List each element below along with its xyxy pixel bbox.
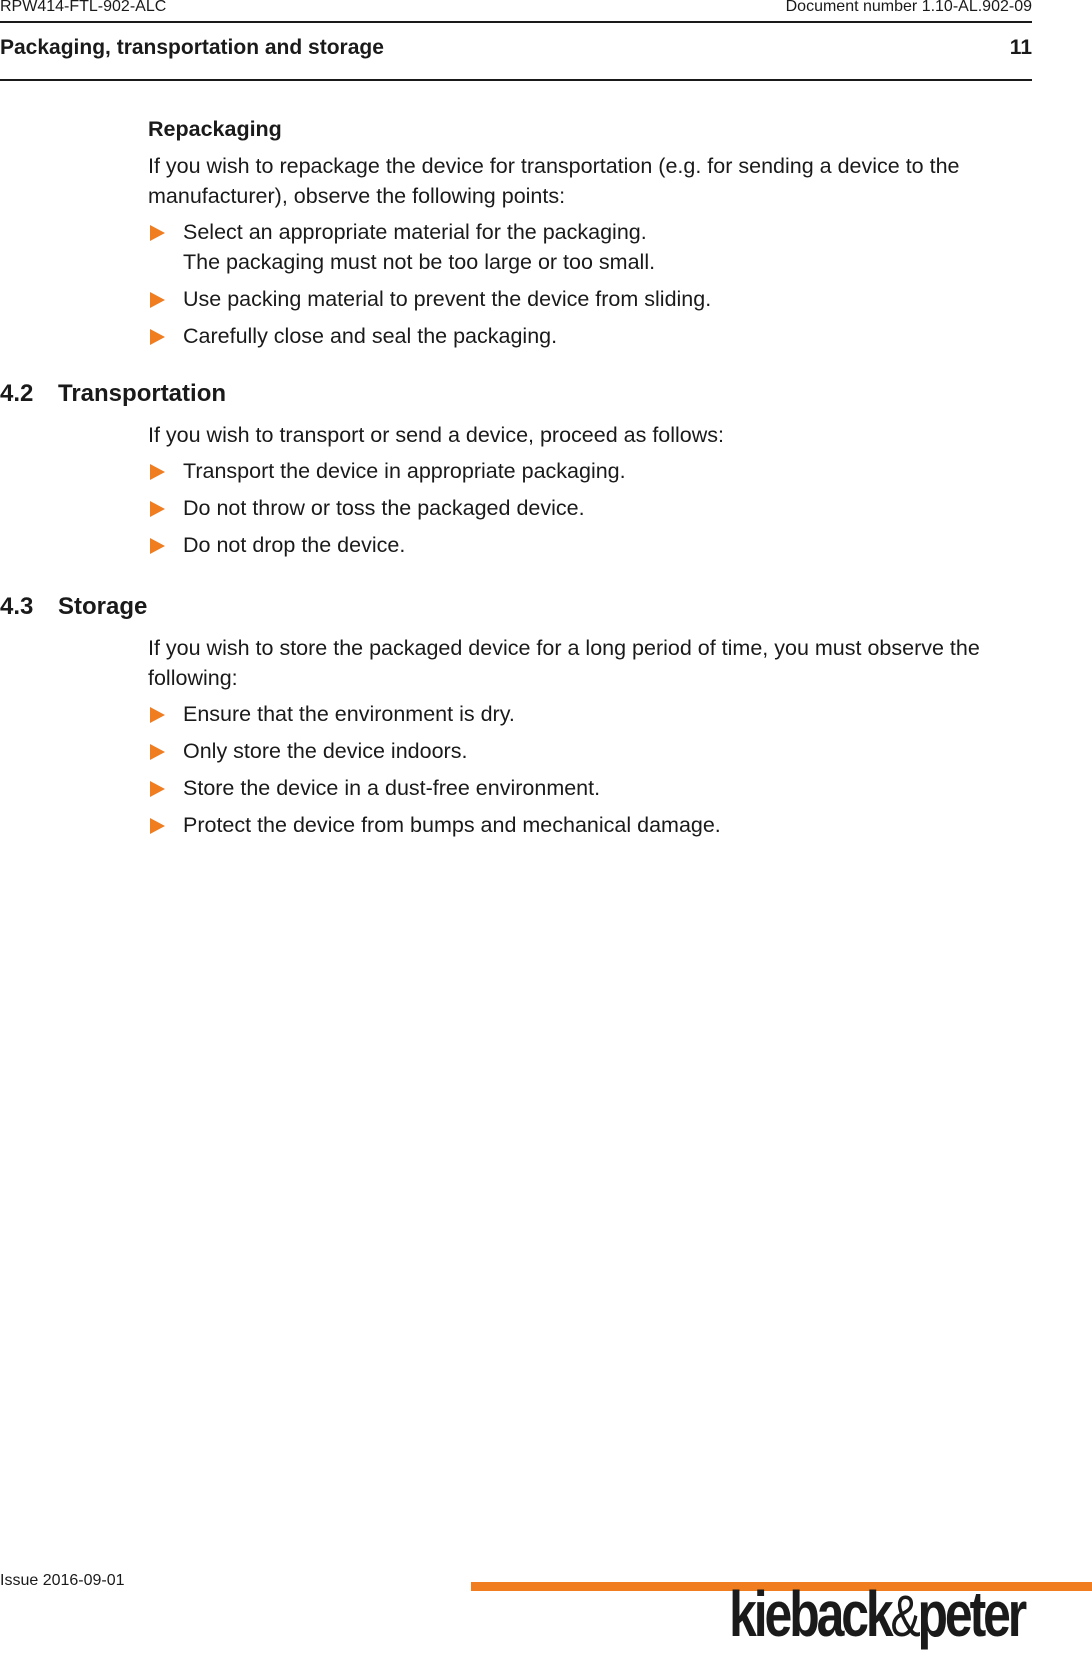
document-number: Document number 1.10-AL.902-09 <box>785 0 1032 15</box>
chapter-header <box>0 36 1032 60</box>
bullet-arrow-icon <box>150 464 165 480</box>
bullet-arrow-icon <box>150 225 165 241</box>
list-item-text: Only store the device indoors. <box>183 739 468 763</box>
list-item <box>148 284 1028 314</box>
page-number: 11 <box>1009 36 1032 59</box>
list-item <box>148 773 1028 803</box>
bullet-arrow-icon <box>150 707 165 723</box>
bullet-arrow-icon <box>150 329 165 345</box>
repackaging-heading: Repackaging <box>148 117 282 141</box>
list-item-text: Store the device in a dust-free environment. <box>183 776 601 800</box>
transportation-intro: If you wish to transport or send a device, proceed as follows: <box>148 423 725 447</box>
list-item <box>148 321 1028 351</box>
list-item-text: Select an appropriate material for the packaging. <box>183 220 647 244</box>
section-title: Transportation <box>58 380 227 407</box>
repackaging-intro: If you wish to repackage the device for transportation (e.g. for sending a device to the manufacturer), observe the following points: <box>148 154 960 208</box>
list-item-text: Ensure that the environment is dry. <box>183 702 515 726</box>
section-heading-transportation <box>0 380 226 408</box>
storage-list <box>148 699 1028 840</box>
transportation-section <box>148 420 1028 567</box>
list-item-text: Use packing material to prevent the device from sliding. <box>183 287 712 311</box>
list-item <box>148 810 1028 840</box>
logo-text-left: kieback <box>729 1578 891 1650</box>
issue-date: Issue 2016-09-01 <box>0 1572 125 1589</box>
list-item <box>148 456 1028 486</box>
section-title: Storage <box>58 593 148 620</box>
chapter-title: Packaging, transportation and storage <box>0 36 384 59</box>
list-item-text: Protect the device from bumps and mechanical damage. <box>183 813 721 837</box>
bullet-arrow-icon <box>150 501 165 517</box>
transportation-list <box>148 456 1028 560</box>
list-item <box>148 530 1028 560</box>
list-item-text: Do not drop the device. <box>183 533 406 557</box>
section-number: 4.3 <box>0 593 34 620</box>
bullet-arrow-icon <box>150 818 165 834</box>
kieback-peter-logo <box>729 1578 1024 1650</box>
section-heading-storage <box>0 593 147 621</box>
list-item-text: The packaging must not be too large or too small. <box>183 250 656 274</box>
list-item <box>148 699 1028 729</box>
repackaging-section <box>148 114 1028 358</box>
bullet-arrow-icon <box>150 538 165 554</box>
logo-ampersand: & <box>890 1584 918 1649</box>
list-item <box>148 736 1028 766</box>
chapter-rule <box>0 79 1032 81</box>
list-item <box>148 217 1028 277</box>
logo-text-right: peter <box>917 1578 1024 1650</box>
list-item-text: Transport the device in appropriate packaging. <box>183 459 626 483</box>
storage-intro: If you wish to store the packaged device for a long period of time, you must observe the following: <box>148 636 980 690</box>
list-item <box>148 493 1028 523</box>
storage-section <box>148 633 1028 847</box>
section-number: 4.2 <box>0 380 34 407</box>
repackaging-list <box>148 217 1028 351</box>
list-item-text: Carefully close and seal the packaging. <box>183 324 558 348</box>
bullet-arrow-icon <box>150 292 165 308</box>
list-item-text: Do not throw or toss the packaged device. <box>183 496 585 520</box>
header-rule <box>0 21 1032 23</box>
bullet-arrow-icon <box>150 744 165 760</box>
document-code: RPW414-FTL-902-ALC <box>0 0 167 15</box>
bullet-arrow-icon <box>150 781 165 797</box>
